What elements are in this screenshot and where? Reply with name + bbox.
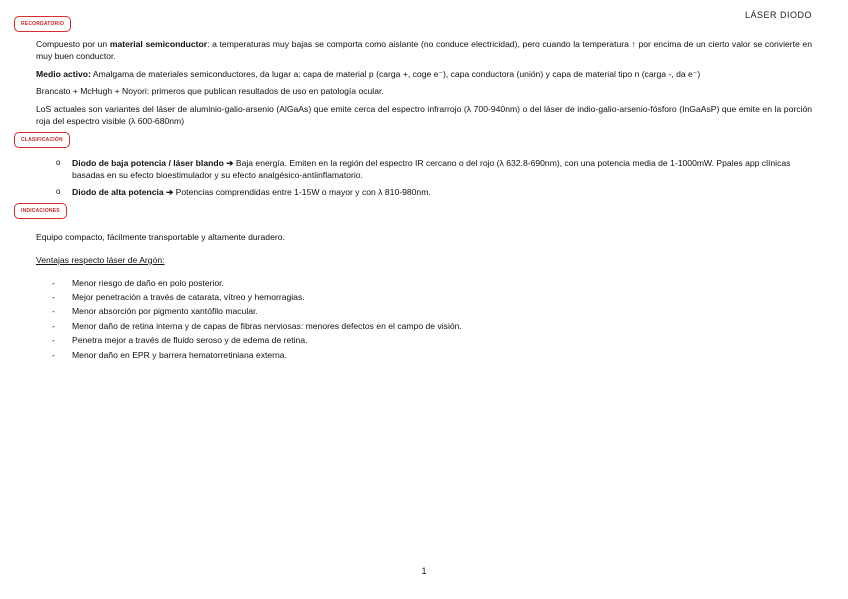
paragraph-text: : a temperaturas muy bajas se comporta como aislante (no conduce electricidad), pero cuando la temperatura ↑ por encima de un cierto valor se convierte en muy buen conductor. <box>36 39 812 61</box>
page-title: LÁSER DIODO <box>744 10 812 20</box>
paragraph-text: Amalgama de materiales semiconductores, da lugar a: capa de material p (carga +, coge e⁻), capa conductora (unión) y capa de material tipo n (carga -, da e⁻) <box>90 69 701 79</box>
section-tag-recordatorio: RECORDATORIO <box>14 16 71 32</box>
dash-icon: - <box>52 306 55 316</box>
paragraph-medio-activo <box>36 68 812 80</box>
bold-term: Medio activo: <box>36 69 91 79</box>
dash-icon: - <box>52 350 55 360</box>
paragraph-text: Compuesto por un <box>36 39 110 49</box>
dash-icon: - <box>52 335 55 345</box>
dash-icon: - <box>52 321 55 331</box>
dash-icon: - <box>52 292 55 302</box>
list-item-text: Menor absorción por pigmento xantófilo macular. <box>72 306 258 316</box>
list-item-text: Baja energía. Emiten en la región del espectro IR cercano o del rojo (λ 632.8-690nm), con una potencia media de 1-1000mW. Ppales app clínicas basadas en su efecto bioestimulador y su efecto analgésico-antiinflamatorio. <box>72 158 791 180</box>
dash-icon: - <box>52 278 55 288</box>
list-item-text: Menor riesgo de daño en polo posterior. <box>72 278 224 288</box>
list-item-text: Menor daño en EPR y barrera hematorretiniana externa. <box>72 350 287 360</box>
bold-term: material semiconductor <box>109 39 208 49</box>
section-subtitle: Ventajas respecto láser de Argón: <box>36 255 165 265</box>
paragraph-intro: Equipo compacto, fácilmente transportable y altamente duradero. <box>36 232 285 242</box>
bold-term: Diodo de baja potencia / láser blando ➔ <box>72 158 234 168</box>
bullet-icon: o <box>56 158 61 167</box>
list-item-text: Mejor penetración a través de catarata, vítreo y hemorragias. <box>72 292 305 302</box>
list-item-text: Penetra mejor a través de fluido seroso y de edema de retina. <box>72 335 308 345</box>
list-item-text: Potencias comprendidas entre 1-15W o mayor y con λ 810-980nm. <box>173 187 431 197</box>
section-tag-indicaciones: INDICACIONES <box>14 203 67 219</box>
list-item-text: Menor daño de retina interna y de capas de fibras nerviosas: menores defectos en el campo de visión. <box>72 321 462 331</box>
paragraph-variants: LoS actuales son variantes del láser de aluminio-galio-arsenio (AlGaAs) que emite cerca del espectro infrarrojo (λ 700-940nm) o del láser de indio-galio-arsenio-fósforo (InGaAsP) que emite en la porción roja del espectro visible (λ 600-680nm) <box>36 104 812 126</box>
paragraph-authors: Brancato + McHugh + Noyori: primeros que publican resultados de uso en patología ocular. <box>36 86 384 96</box>
page-number: 1 <box>421 566 427 576</box>
paragraph-semiconductor <box>36 38 812 62</box>
section-tag-clasificacion: CLASIFICACIÓN <box>14 132 70 148</box>
bold-term: Diodo de alta potencia ➔ <box>72 187 174 197</box>
bullet-icon: o <box>56 187 61 196</box>
